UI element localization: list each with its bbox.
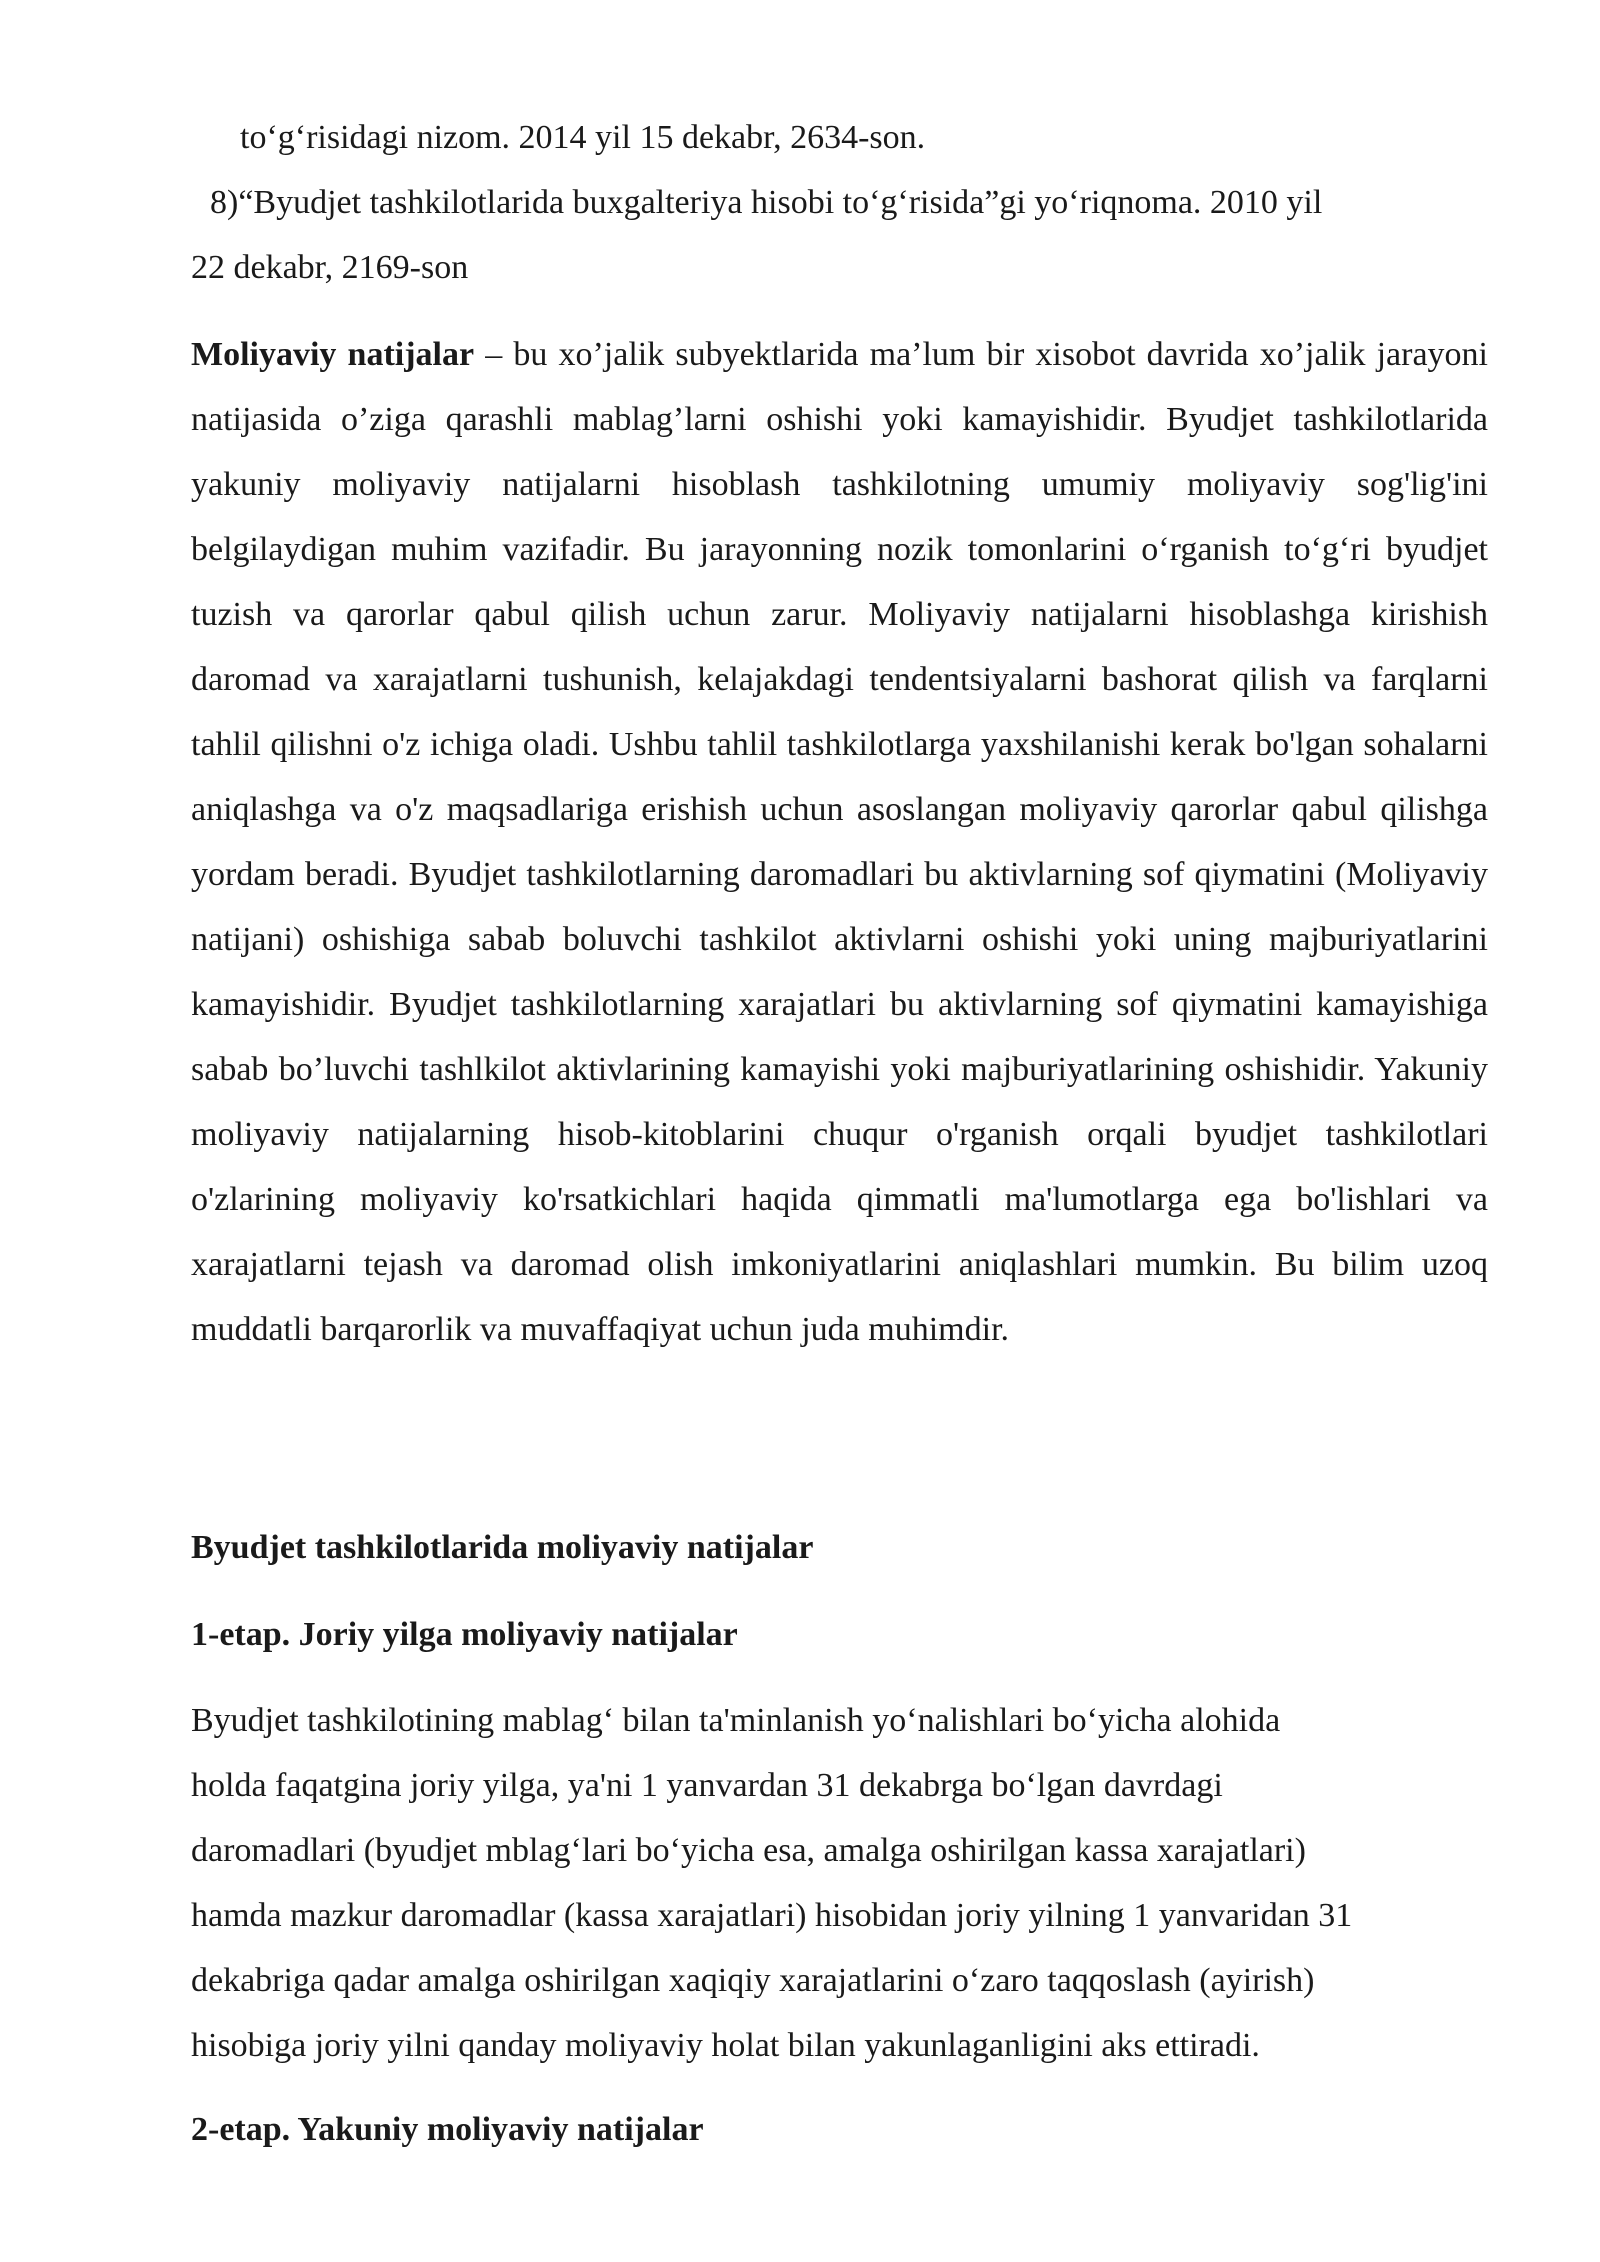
stage1-line-3: daromadlari (byudjet mblag‘lari bo‘yicha esa, amalga oshirilgan kassa xarajatlari)	[191, 1832, 1306, 1869]
section-heading: Byudjet tashkilotlarida moliyaviy natijalar	[191, 1529, 814, 1566]
reference-line-3: 22 dekabr, 2169-son	[191, 249, 469, 286]
definition-text: – bu xo’jalik subyektlarida ma’lum bir xisobot davrida xo’jalik jarayoni natijasida o’ziga qarashli mablag’larni oshishi yoki kamayishidir. Byudjet tashkilotlarida yakuniy moliyaviy natijalarni hisoblash tashkilotning umumiy moliyaviy sog'lig'ini belgilaydigan muhim vazifadir. Bu jarayonning nozik tomonlarini o‘rganish to‘g‘ri byudjet tuzish va qarorlar qabul qilish uchun zarur. Moliyaviy natijalarni hisoblashga kirishish daromad va xarajatlarni tushunish, kelajakdagi tendentsiyalarni bashorat qilish va farqlarni tahlil qilishni o'z ichiga oladi. Ushbu tahlil tashkilotlarga yaxshilanishi kerak bo'lgan sohalarni aniqlashga va o'z maqsadlariga erishish uchun asoslangan moliyaviy qarorlar qabul qilishga yordam beradi. Byudjet tashkilotlarning daromadlari bu aktivlarning sof qiymatini (Moliyaviy natijani) oshishiga sabab boluvchi tashkilot aktivlarni oshishi yoki uning majburiyatlarini kamayishidir. Byudjet tashkilotlarning xarajatlari bu aktivlarning sof qiymatini kamayishiga sabab bo’luvchi tashlkilot aktivlarining kamayishi yoki majburiyatlarining oshishidir. Yakuniy moliyaviy natijalarning hisob-kitoblarini chuqur o'rganish orqali byudjet tashkilotlari o'zlarining moliyaviy ko'rsatkichlari haqida qimmatli ma'lumotlarga ega bo'lishlari va xarajatlarni tejash va daromad olish imkoniyatlarini aniqlashlari mumkin. Bu bilim uzoq muddatli barqarorlik va muvaffaqiyat uchun juda muhimdir.	[191, 336, 1488, 1348]
definition-paragraph	[191, 322, 1488, 1362]
stage1-line-1: Byudjet tashkilotining mablag‘ bilan ta'minlanish yo‘nalishlari bo‘yicha alohida	[191, 1702, 1281, 1739]
stage1-line-2: holda faqatgina joriy yilga, ya'ni 1 yanvardan 31 dekabrga bo‘lgan davrdagi	[191, 1767, 1223, 1804]
stage1-line-6: hisobiga joriy yilni qanday moliyaviy holat bilan yakunlaganligini aks ettiradi.	[191, 2027, 1260, 2064]
stage2-heading: 2-etap. Yakuniy moliyaviy natijalar	[191, 2111, 704, 2148]
stage1-line-5: dekabriga qadar amalga oshirilgan xaqiqiy xarajatlarini o‘zaro taqqoslash (ayirish)	[191, 1962, 1315, 1999]
reference-line-1: to‘g‘risidagi nizom. 2014 yil 15 dekabr, 2634-son.	[240, 119, 926, 156]
definition-term: Moliyaviy natijalar	[191, 336, 475, 373]
stage1-line-4: hamda mazkur daromadlar (kassa xarajatlari) hisobidan joriy yilning 1 yanvaridan 31	[191, 1897, 1353, 1934]
reference-line-2: 8)“Byudjet tashkilotlarida buxgalteriya hisobi to‘g‘risida”gi yo‘riqnoma. 2010 yil	[210, 184, 1323, 221]
stage1-heading: 1-etap. Joriy yilga moliyaviy natijalar	[191, 1616, 738, 1653]
